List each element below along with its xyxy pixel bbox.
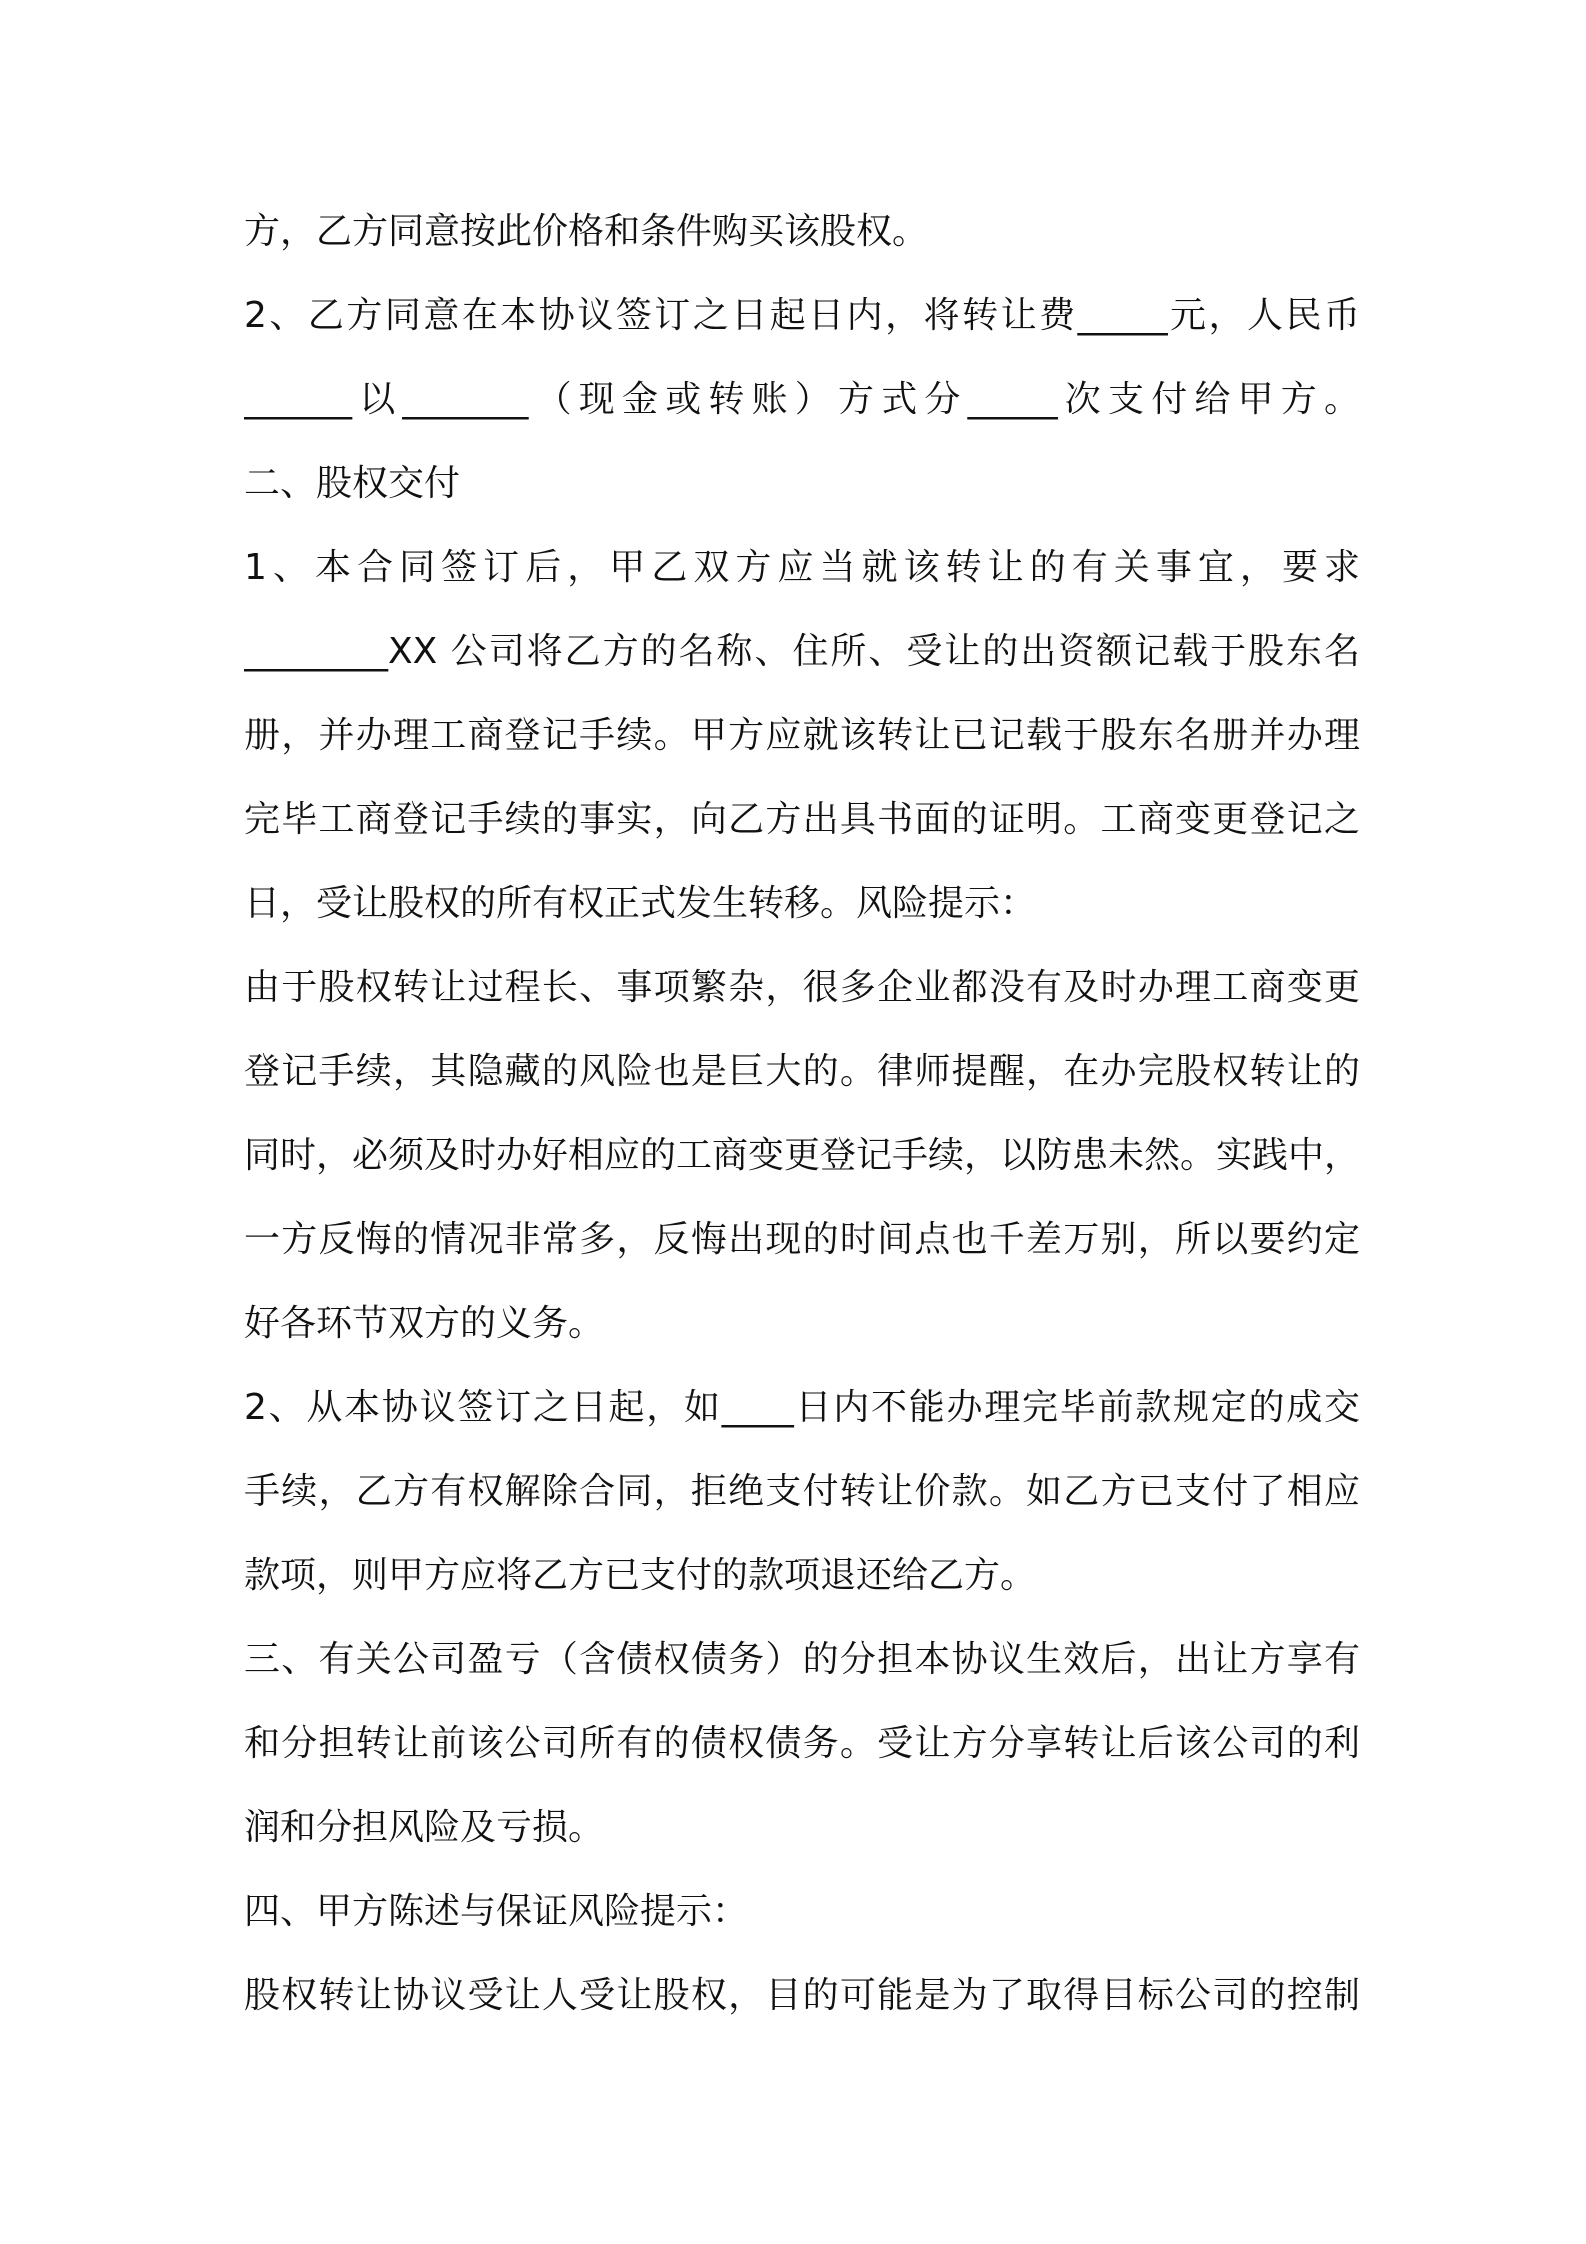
text-line: 1、本合同签订后，甲乙双方应当就该转让的有关事宜，要求 [244,547,1360,588]
text-line: 册，并办理工商登记手续。甲方应就该转让已记载于股东名册并办理 [244,715,1360,756]
text-line: 完毕工商登记手续的事实，向乙方出具书面的证明。工商变更登记之 [244,799,1360,840]
text-line: 2、从本协议签订之日起，如____日内不能办理完毕前款规定的成交 [244,1387,1360,1428]
text-line: 方，乙方同意按此价格和条件购买该股权。 [244,211,929,252]
text-line: 好各环节双方的义务。 [244,1303,605,1344]
text-line: ______以_______（现金或转账）方式分_____次支付给甲方。 [244,379,1360,420]
text-line: 股权转让协议受让人受让股权，目的可能是为了取得目标公司的控制 [244,1975,1360,2016]
section-heading: 三、有关公司盈亏（含债权债务）的分担本协议生效后，出让方享有 [244,1639,1360,1680]
section-heading: 二、股权交付 [244,463,461,504]
text-line: 日，受让股权的所有权正式发生转移。风险提示： [244,883,1037,924]
text-line: 手续，乙方有权解除合同，拒绝支付转让价款。如乙方已支付了相应 [244,1471,1360,1512]
text-line: 润和分担风险及亏损。 [244,1807,605,1848]
text-line: 登记手续，其隐藏的风险也是巨大的。律师提醒，在办完股权转让的 [244,1051,1360,1092]
text-line: 和分担转让前该公司所有的债权债务。受让方分享转让后该公司的利 [244,1723,1360,1764]
text-line: 2、乙方同意在本协议签订之日起日内，将转让费_____元，人民币 [244,295,1360,336]
document-body [244,190,1360,2038]
text-line: 同时，必须及时办好相应的工商变更登记手续，以防患未然。实践中， [244,1135,1360,1176]
text-line: 款项，则甲方应将乙方已支付的款项退还给乙方。 [244,1555,1037,1596]
text-line: 一方反悔的情况非常多，反悔出现的时间点也千差万别，所以要约定 [244,1219,1360,1260]
section-heading: 四、甲方陈述与保证风险提示： [244,1891,749,1932]
text-line: ________XX 公司将乙方的名称、住所、受让的出资额记载于股东名 [244,631,1360,672]
text-line: 由于股权转让过程长、事项繁杂，很多企业都没有及时办理工商变更 [244,967,1360,1008]
